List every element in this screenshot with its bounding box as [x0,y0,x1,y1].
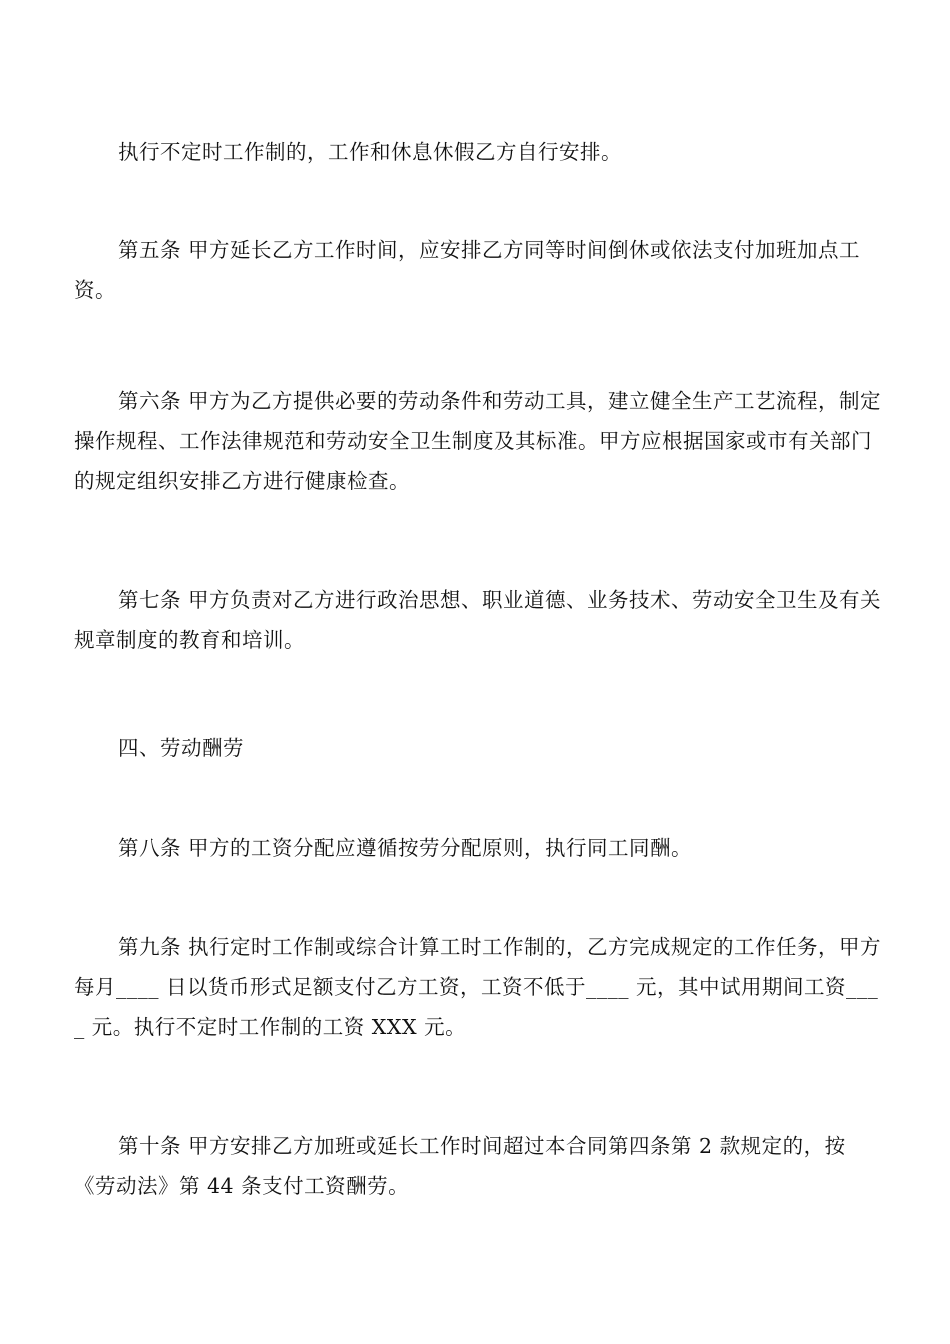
paragraph-article-9: 第九条 执行定时工作制或综合计算工时工作制的，乙方完成规定的工作任务，甲方每月____ 日以货币形式足额支付乙方工资，工资不低于____ 元，其中试用期间工资____ 元。执行不定时工作制的工资 XXX 元。 [74,935,882,1039]
paragraph-article-10: 第十条 甲方安排乙方加班或延长工作时间超过本合同第四条第 2 款规定的，按《劳动法》第 44 条支付工资酬劳。 [74,1134,846,1198]
paragraph-flexible-hours: 执行不定时工作制的，工作和休息休假乙方自行安排。 [118,140,622,164]
paragraph-article-6: 第六条 甲方为乙方提供必要的劳动条件和劳动工具，建立健全生产工艺流程，制定操作规程、工作法律规范和劳动安全卫生制度及其标准。甲方应根据国家或市有关部门的规定组织安排乙方进行健康检查。 [74,389,882,493]
paragraph-article-8: 第八条 甲方的工资分配应遵循按劳分配原则，执行同工同酬。 [118,836,693,860]
section-heading-labor-remuneration: 四、劳动酬劳 [118,736,244,760]
paragraph-article-7: 第七条 甲方负责对乙方进行政治思想、职业道德、业务技术、劳动安全卫生及有关规章制度的教育和培训。 [74,588,882,652]
paragraph-article-5: 第五条 甲方延长乙方工作时间，应安排乙方同等时间倒休或依法支付加班加点工资。 [74,238,861,302]
